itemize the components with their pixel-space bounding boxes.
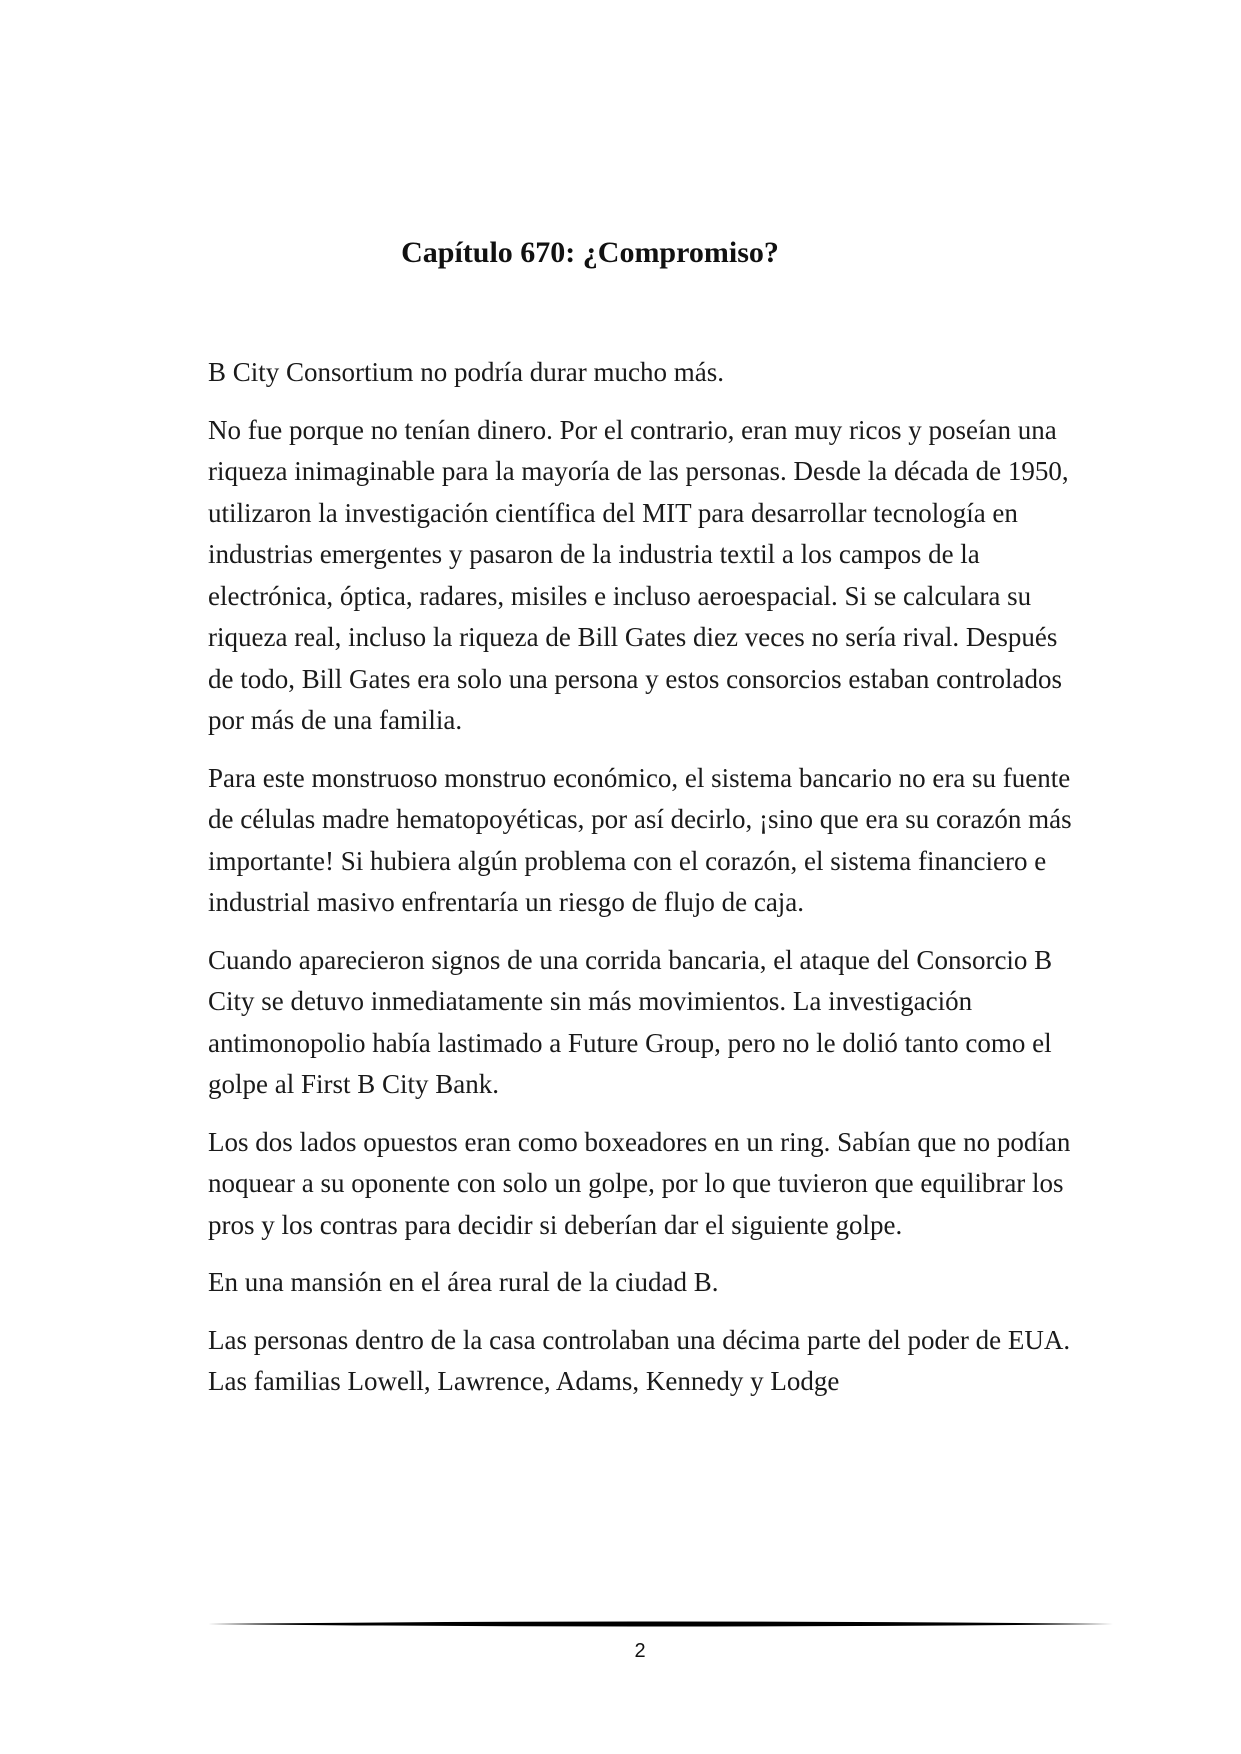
paragraph-4: Cuando aparecieron signos de una corrida bancaria, el ataque del Consorcio B City se detuvo inmediatamente sin más movimientos. La investigación antimonopolio había lastimado a Future Group, pero no le dolió tanto como el golpe al First B City Bank.	[208, 944, 1053, 1099]
paragraph-6: En una mansión en el área rural de la ciudad B.	[208, 1267, 719, 1297]
body-text	[208, 352, 1078, 1419]
footer-divider	[208, 1620, 1113, 1628]
paragraph-1: B City Consortium no podría durar mucho más.	[208, 357, 724, 387]
chapter-title: Capítulo 670: ¿Compromiso?	[401, 236, 779, 269]
page-number: 2	[634, 1640, 646, 1662]
paragraph-7: Las personas dentro de la casa controlaban una décima parte del poder de EUA. Las familias Lowell, Lawrence, Adams, Kennedy y Lodge	[208, 1324, 1071, 1396]
paragraph-2: No fue porque no tenían dinero. Por el contrario, eran muy ricos y poseían una riqueza inimaginable para la mayoría de las personas. Desde la década de 1950, utilizaron la investigación científica del MIT para desarrollar tecnología en industrias emergentes y pasaron de la industria textil a los campos de la electrónica, óptica, radares, misiles e incluso aeroespacial. Si se calculara su riqueza real, incluso la riqueza de Bill Gates diez veces no sería rival. Después de todo, Bill Gates era solo una persona y estos consorcios estaban controlados por más de una familia.	[208, 414, 1069, 735]
paragraph-5: Los dos lados opuestos eran como boxeadores en un ring. Sabían que no podían noquear a su oponente con solo un golpe, por lo que tuvieron que equilibrar los pros y los contras para decidir si deberían dar el siguiente golpe.	[208, 1126, 1071, 1240]
paragraph-3: Para este monstruoso monstruo económico, el sistema bancario no era su fuente de células madre hematopoyéticas, por así decirlo, ¡sino que era su corazón más importante! Si hubiera algún problema con el corazón, el sistema financiero e industrial masivo enfrentaría un riesgo de flujo de caja.	[208, 762, 1072, 917]
